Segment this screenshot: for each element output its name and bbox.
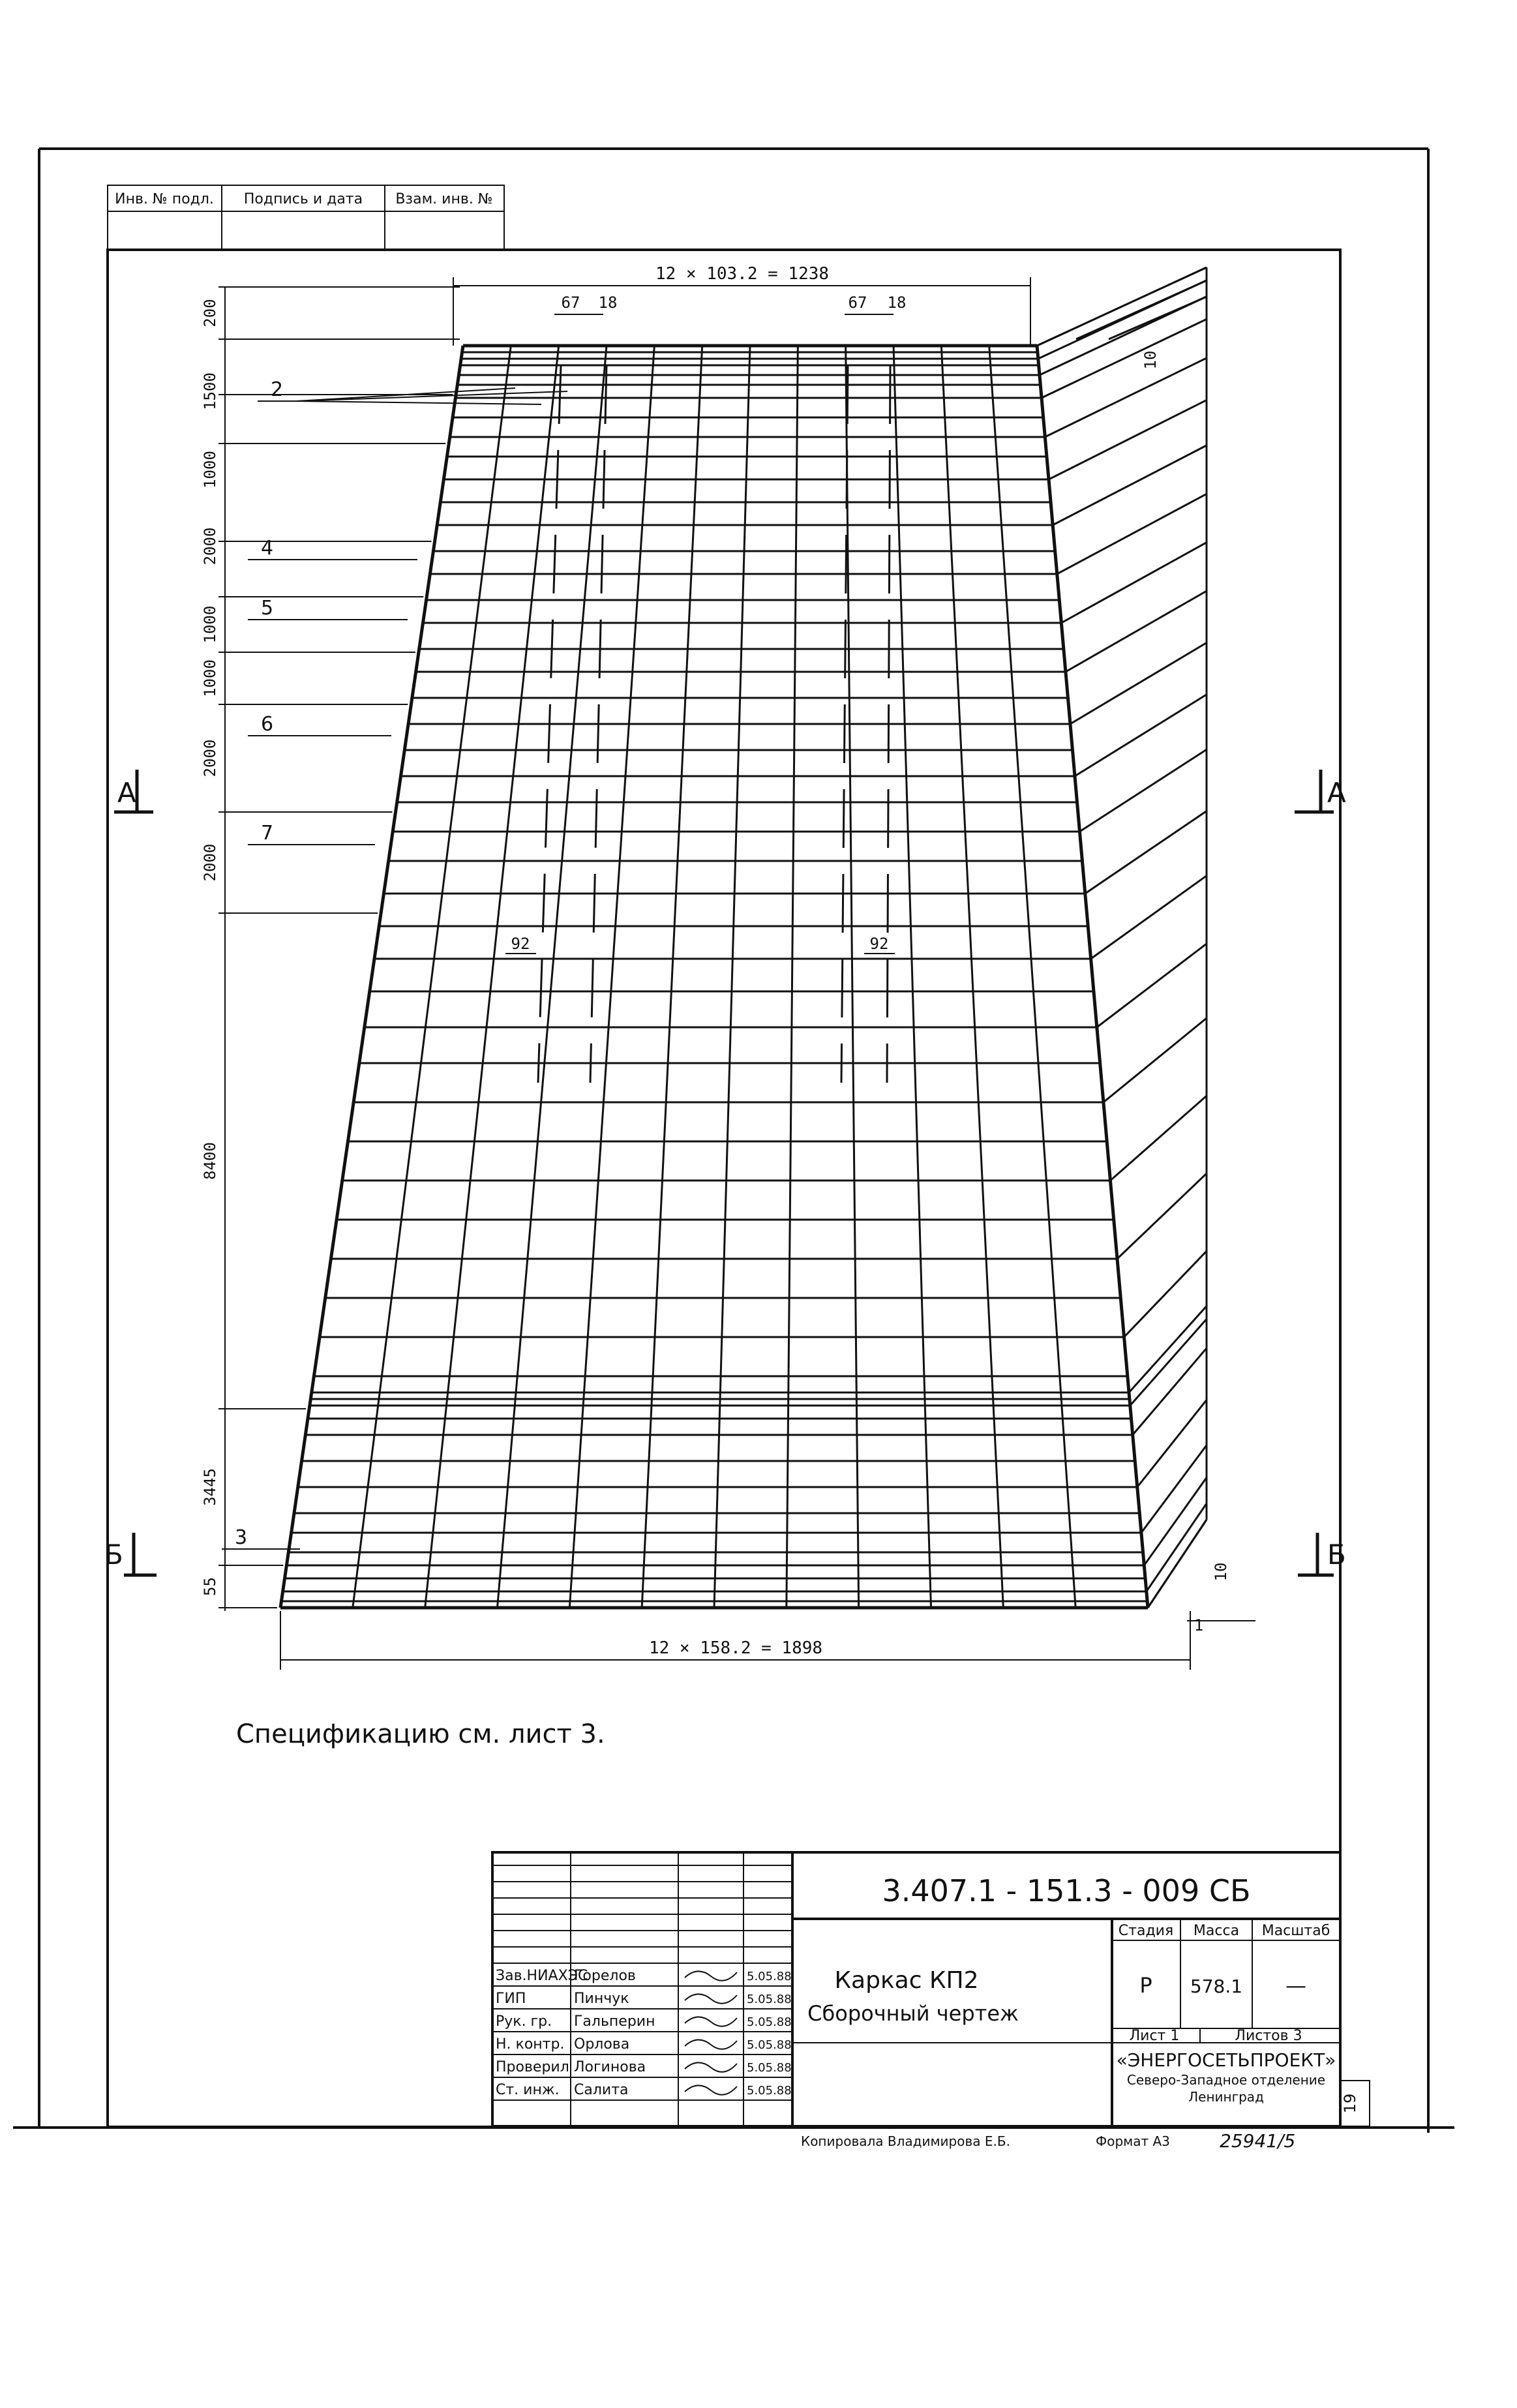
left-dim-label: 8400 [201,1142,219,1180]
dim-92-left: 92 [511,935,530,953]
section-markers [104,770,1346,1575]
col-mass: Масса [1193,1923,1240,1939]
side-bar [1042,319,1207,398]
stamp-vzam-inv: Взам. инв. № [395,191,493,207]
left-dim-label: 2000 [201,843,219,882]
person-role: Рук. гр. [496,2013,552,2030]
left-dimension-chain [201,287,460,1611]
side-bar [1104,1018,1207,1102]
org-name: «ЭНЕРГОСЕТЬПРОЕКТ» [1116,2049,1336,2071]
dim-10-top: 10 [1141,350,1160,370]
section-b-right: Б [1327,1539,1346,1571]
position-callouts [222,378,567,1549]
stamp-sign-date: Подпись и дата [243,191,363,207]
archive-number: 25941/5 [1220,2130,1296,2152]
person-date: 5.05.88 [747,1970,792,1983]
side-bar [1137,1400,1207,1487]
section-b-left: Б [104,1539,123,1571]
top-dimension [453,264,1030,346]
dim-1: 1 [1194,1616,1204,1634]
dim-67-right: 67 [848,293,867,312]
signature-mark [685,2062,737,2071]
person-role: Ст. инж. [496,2082,560,2098]
title-block [492,1852,1370,2126]
position-number: 7 [261,822,274,845]
inner-frame [108,250,1340,2127]
side-bar [1124,1251,1207,1337]
side-bar [1091,876,1207,959]
left-dim-label: 1000 [201,451,219,489]
sheet-no: Лист 1 [1129,2028,1180,2044]
person-date: 5.05.88 [747,1993,792,2006]
left-dim-label: 1000 [201,659,219,697]
drawing-name-2: Сборочный чертеж [807,2001,1019,2026]
left-dim-label: 2000 [201,527,219,565]
side-bar [1097,944,1207,1027]
left-dim-label: 2000 [201,739,219,777]
bottom-dimension [280,1611,1190,1670]
dim-92-right: 92 [869,935,889,953]
title-block-rows [492,1865,792,2100]
col-scale: Масштаб [1261,1923,1330,1939]
left-dim-label: 200 [201,299,219,327]
left-dim-label: 1000 [201,605,219,644]
side-bar [1066,591,1207,672]
top-dim-label: 12 × 103.2 = 1238 [655,264,830,284]
person-date: 5.05.88 [747,2038,792,2052]
signature-mark [685,2017,737,2026]
position-number: 5 [261,597,274,620]
person-role: Зав.НИАХЭС [496,1968,588,1984]
scale-value: — [1285,1973,1306,1998]
signature-mark [685,2085,737,2094]
dim-10-bottom: 10 [1212,1562,1230,1582]
left-dim-label: 3445 [201,1468,219,1506]
org-division: Северо-Западное отделение [1126,2072,1326,2088]
position-number: 3 [235,1526,248,1549]
dim-18-right: 18 [887,293,907,312]
side-bar [1110,1096,1207,1181]
person-role: Проверил [496,2059,569,2075]
person-role: ГИП [496,1991,526,2007]
drawing-name-1: Каркас КП2 [834,1967,979,1994]
side-bar [1144,1478,1207,1565]
signature-mark [685,1994,737,2003]
copied-by: Копировала Владимирова Е.Б. [801,2133,1010,2149]
person-name: Салита [574,2082,629,2098]
section-a-right: А [1327,777,1346,809]
stamp-inv-no: Инв. № подл. [115,191,214,207]
col-stage: Стадия [1118,1923,1174,1939]
position-number: 2 [271,378,284,401]
bottom-dim-label: 12 × 158.2 = 1898 [648,1638,823,1658]
page-number: 19 [1341,2093,1359,2114]
signature-mark [685,2039,737,2049]
section-a-left: А [117,777,136,809]
dim-67-left: 67 [561,293,580,312]
mass-value: 578.1 [1190,1976,1243,1997]
stage-value: Р [1139,1973,1152,1998]
person-date: 5.05.88 [747,2015,792,2029]
person-name: Логинова [574,2059,646,2075]
position-number: 4 [261,537,274,560]
paper-format: Формат А3 [1096,2133,1170,2149]
side-bar [1049,400,1207,479]
reinforcement-mesh [280,346,1148,1608]
side-bar [1053,445,1207,525]
left-dim-label: 55 [201,1577,219,1596]
side-bar [1070,643,1207,724]
person-name: Гальперин [574,2013,655,2030]
side-bar [1061,543,1207,623]
position-number: 6 [261,713,274,736]
person-name: Орлова [574,2036,630,2053]
signature-mark [685,1971,737,1980]
side-bar [1075,695,1207,776]
side-bar [1076,280,1207,339]
side-bar [1141,1445,1207,1533]
person-name: Горелов [574,1968,636,1984]
side-bar [1147,1503,1207,1591]
org-city: Ленинград [1188,2089,1264,2105]
person-role: Н. контр. [496,2036,565,2053]
side-bar [1085,811,1207,894]
sheets-total: Листов 3 [1235,2028,1302,2044]
person-name: Пинчук [574,1991,629,2007]
specification-note: Спецификацию см. лист 3. [236,1719,605,1749]
dim-18-left: 18 [598,293,618,312]
side-bar [1057,494,1207,574]
side-bar [1117,1173,1207,1259]
drawing-code: 3.407.1 - 151.3 - 009 СБ [882,1873,1251,1908]
side-bar [1148,1520,1207,1608]
person-date: 5.05.88 [747,2084,792,2098]
side-bar [1045,358,1207,437]
stamp-top [108,185,504,250]
person-date: 5.05.88 [747,2061,792,2075]
left-dim-label: 1500 [201,372,219,410]
